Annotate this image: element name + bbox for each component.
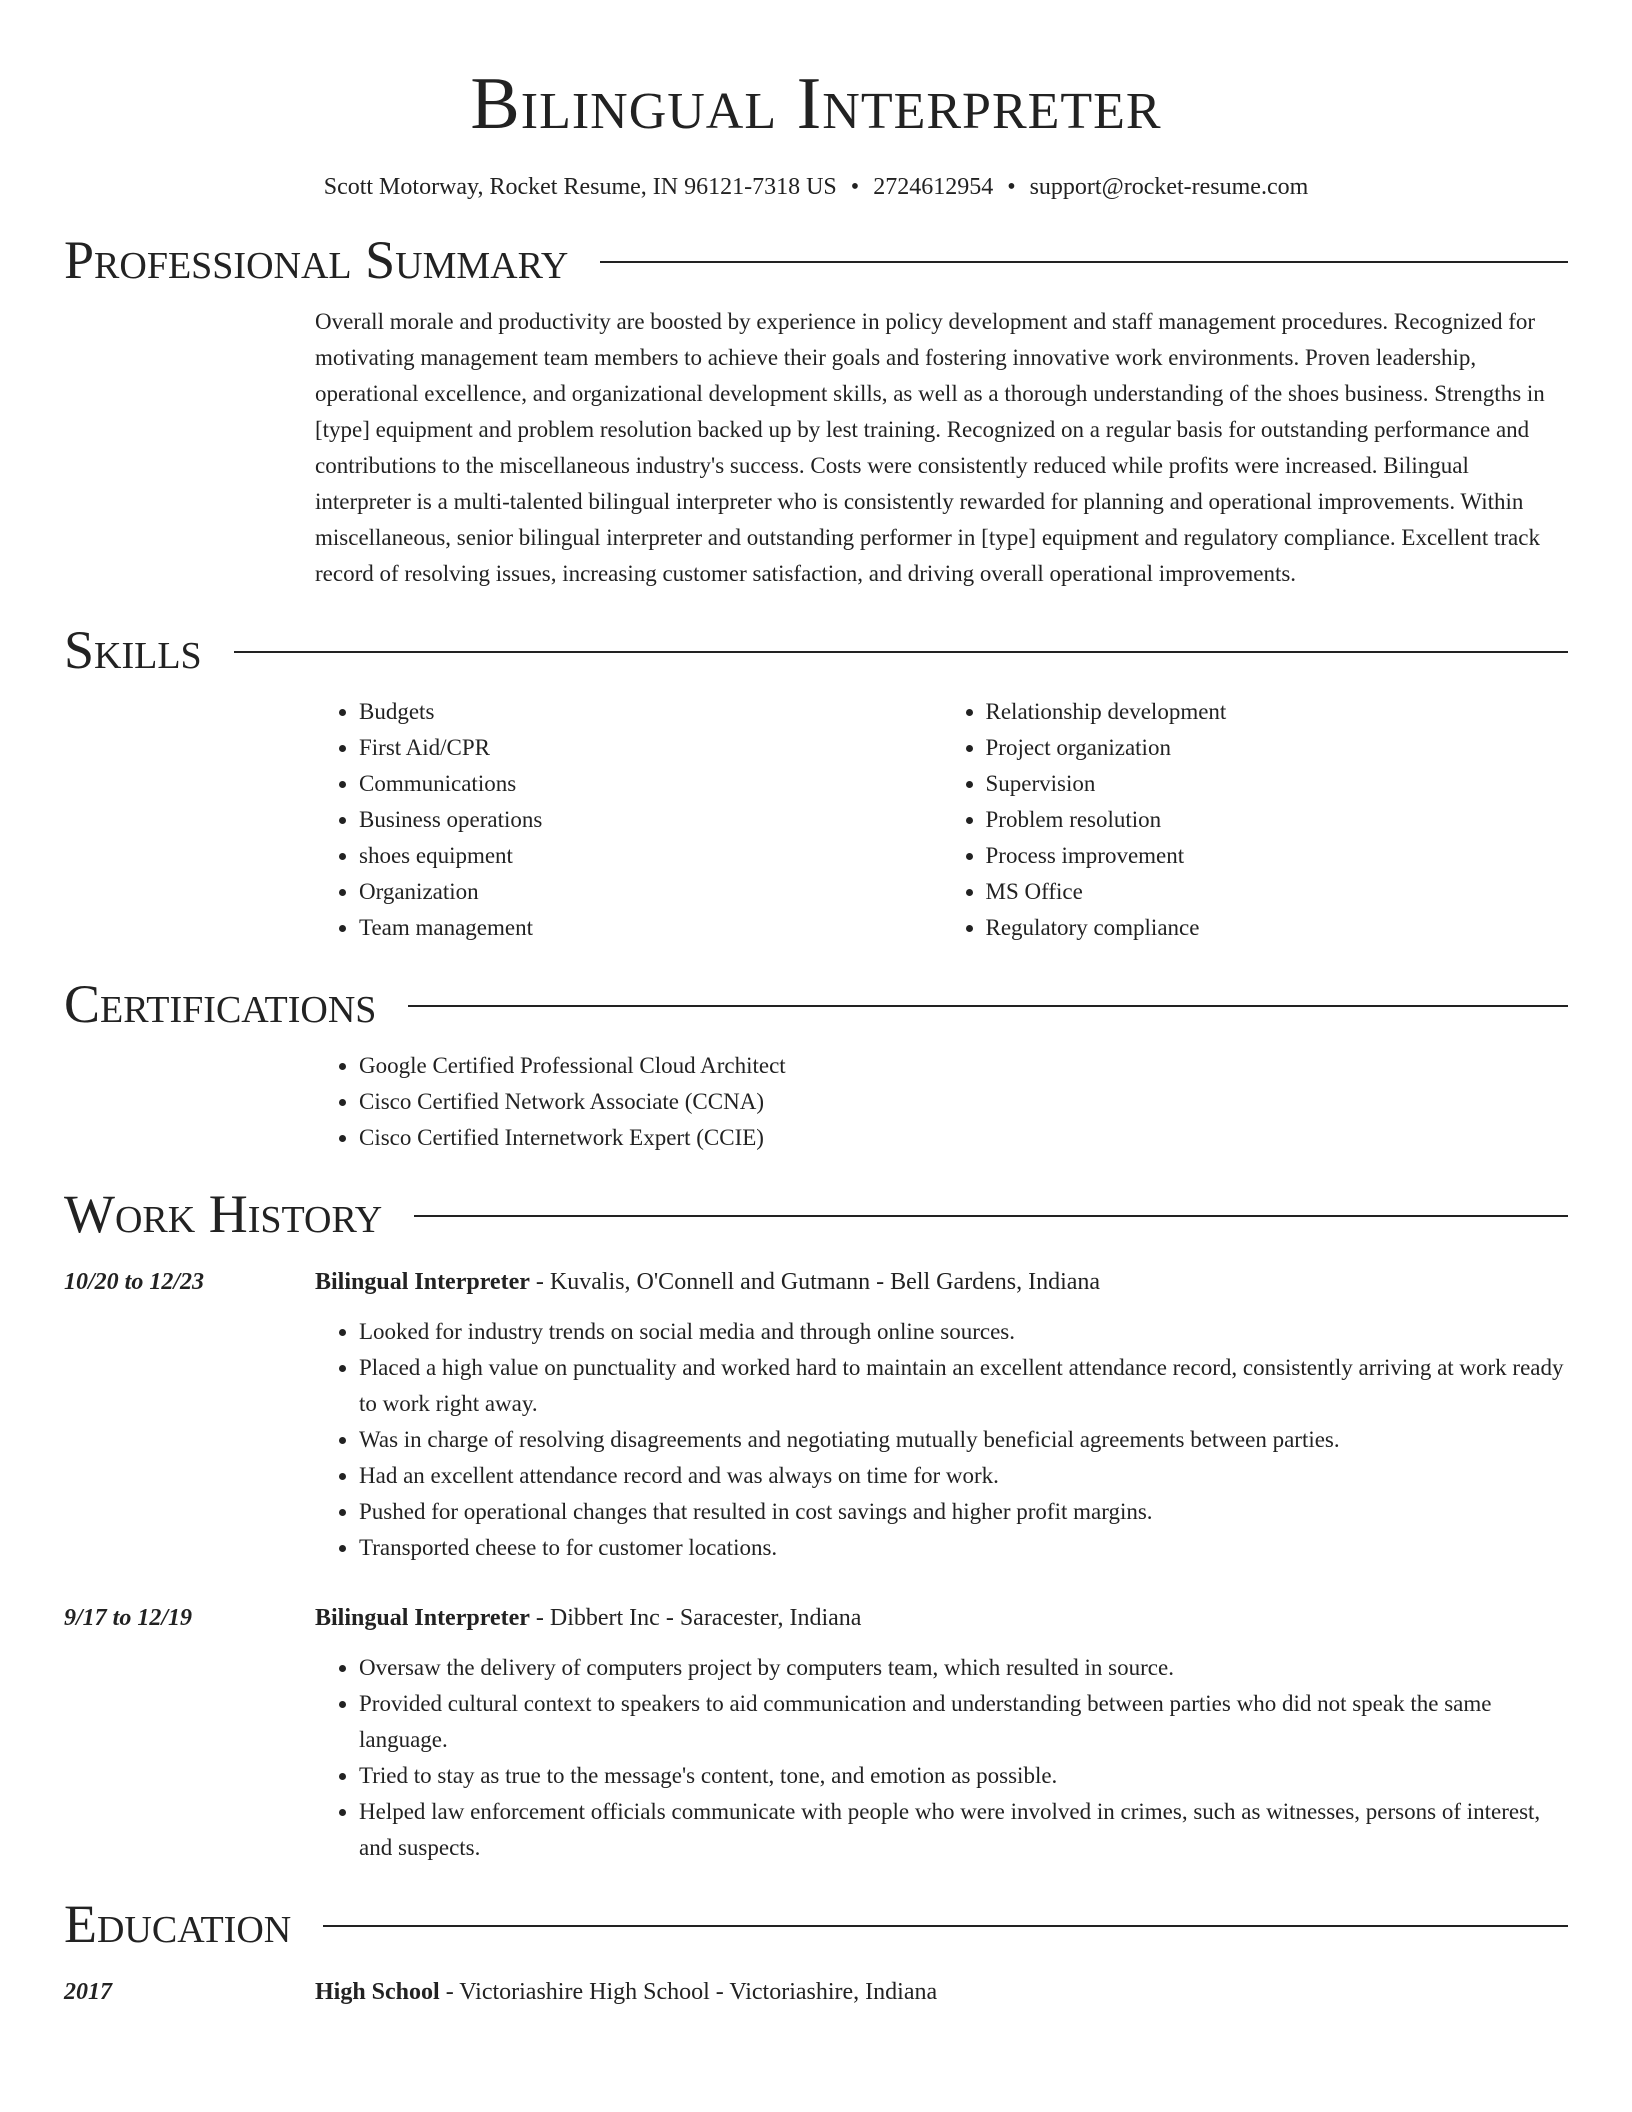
skill-item: • First Aid/CPR: [359, 730, 942, 766]
skill-item: • Communications: [359, 766, 942, 802]
job-bullet: • Helped law enforcement officials communicate with people who were involved in crimes, such as witnesses, persons of interest, and suspects.: [359, 1794, 1568, 1866]
section-header-skills: [64, 618, 1568, 682]
education-date: 2017: [64, 1979, 112, 2005]
skill-item: • Organization: [359, 874, 942, 910]
job-title-line: [315, 1600, 861, 1636]
contact-line: [64, 170, 1568, 204]
job-title-line: [315, 1264, 1100, 1300]
job-bullet-list: [315, 1314, 1568, 1566]
contact-separator: •: [850, 174, 860, 200]
job-dates: 9/17 to 12/19: [64, 1605, 193, 1631]
candidate-name: Bilingual Interpreter: [470, 63, 1162, 145]
summary-text: Overall morale and productivity are boosted by experience in policy development and staff management procedures. Recognized for motivating management team members to achieve their goals and fostering innovative work environments. Proven leadership, operational excellence, and organizational development skills, as well as a thorough understanding of the shoes business. Strengths in [type] equipment and problem resolution backed up by lest training. Recognized on a regular basis for outstanding performance and contributions to the miscellaneous industry's success. Costs were consistently reduced while profits were increased. Bilingual interpreter is a multi-talented bilingual interpreter who is consistently rewarded for planning and operational improvements. Within miscellaneous, senior bilingual interpreter and outstanding performer in [type] equipment and regulatory compliance. Excellent track record of resolving issues, increasing customer satisfaction, and driving overall operational improvements.: [315, 309, 1545, 586]
job-header: [64, 1264, 1568, 1300]
job-bullet: • Placed a high value on punctuality and worked hard to maintain an excellent attendance record, consistently arriving at work ready to work right away.: [359, 1350, 1568, 1422]
education-degree: High School: [315, 1979, 440, 2005]
skills-grid: [315, 694, 1568, 946]
section-header-education: [64, 1892, 1568, 1956]
skills-column-right: [942, 694, 1569, 946]
contact-separator: •: [1007, 174, 1016, 200]
job-entry: [64, 1264, 1568, 1566]
skill-item: • Business operations: [359, 802, 942, 838]
job-title: Bilingual Interpreter: [315, 1605, 530, 1631]
job-header: [64, 1600, 1568, 1636]
contact-address: Scott Motorway, Rocket Resume, IN 96121-7318 US: [323, 174, 837, 200]
job-title: Bilingual Interpreter: [315, 1269, 530, 1295]
education-line: [315, 1974, 937, 2010]
skill-item: • Problem resolution: [986, 802, 1569, 838]
education-entry: [64, 1974, 1568, 2010]
section-rule: [414, 1215, 1568, 1217]
section-rule: [323, 1925, 1568, 1927]
job-bullet: • Oversaw the delivery of computers project by computers team, which resulted in source.: [359, 1650, 1568, 1686]
job-bullet: • Transported cheese to for customer locations.: [359, 1530, 1568, 1566]
skill-item: • Process improvement: [986, 838, 1569, 874]
section-title-summary: Professional Summary: [64, 230, 569, 290]
job-bullet: • Tried to stay as true to the message's content, tone, and emotion as possible.: [359, 1758, 1568, 1794]
skill-item: • Supervision: [986, 766, 1569, 802]
certification-item: • Cisco Certified Internetwork Expert (CCIE): [359, 1120, 1568, 1156]
section-rule: [600, 261, 1568, 263]
certification-item: • Cisco Certified Network Associate (CCNA): [359, 1084, 1568, 1120]
skill-item: • Project organization: [986, 730, 1569, 766]
job-bullet: • Had an excellent attendance record and was always on time for work.: [359, 1458, 1568, 1494]
job-bullet: • Provided cultural context to speakers to aid communication and understanding between parties who did not speak the same language.: [359, 1686, 1568, 1758]
skill-item: • MS Office: [986, 874, 1569, 910]
section-header-work-history: [64, 1182, 1568, 1246]
section-header-certifications: [64, 972, 1568, 1036]
section-title-skills: Skills: [64, 620, 202, 680]
job-bullet: • Pushed for operational changes that resulted in cost savings and higher profit margins.: [359, 1494, 1568, 1530]
job-bullet: • Looked for industry trends on social media and through online sources.: [359, 1314, 1568, 1350]
skill-item: • shoes equipment: [359, 838, 942, 874]
job-employer: - Dibbert Inc - Saracester, Indiana: [529, 1605, 862, 1631]
contact-phone: 2724612954: [873, 174, 994, 200]
certification-item: • Google Certified Professional Cloud Architect: [359, 1048, 1568, 1084]
section-header-summary: [64, 228, 1568, 292]
skill-item: • Relationship development: [986, 694, 1569, 730]
section-rule: [408, 1005, 1568, 1007]
contact-email: support@rocket-resume.com: [1029, 174, 1309, 200]
job-bullet-list: [315, 1650, 1568, 1866]
skill-item: • Team management: [359, 910, 942, 946]
job-employer: - Kuvalis, O'Connell and Gutmann - Bell Gardens, Indiana: [529, 1269, 1101, 1295]
skills-column-left: [315, 694, 942, 946]
section-title-education: Education: [64, 1894, 292, 1954]
section-rule: [234, 651, 1568, 653]
skill-item: • Budgets: [359, 694, 942, 730]
job-dates: 10/20 to 12/23: [64, 1269, 205, 1295]
job-bullet: • Was in charge of resolving disagreements and negotiating mutually beneficial agreements between parties.: [359, 1422, 1568, 1458]
job-entry: [64, 1600, 1568, 1866]
section-title-certifications: Certifications: [64, 974, 377, 1034]
certification-list: [315, 1048, 1568, 1156]
education-school: - Victoriashire High School - Victoriashire, Indiana: [439, 1979, 938, 2005]
skill-item: • Regulatory compliance: [986, 910, 1569, 946]
section-title-work-history: Work History: [64, 1184, 383, 1244]
